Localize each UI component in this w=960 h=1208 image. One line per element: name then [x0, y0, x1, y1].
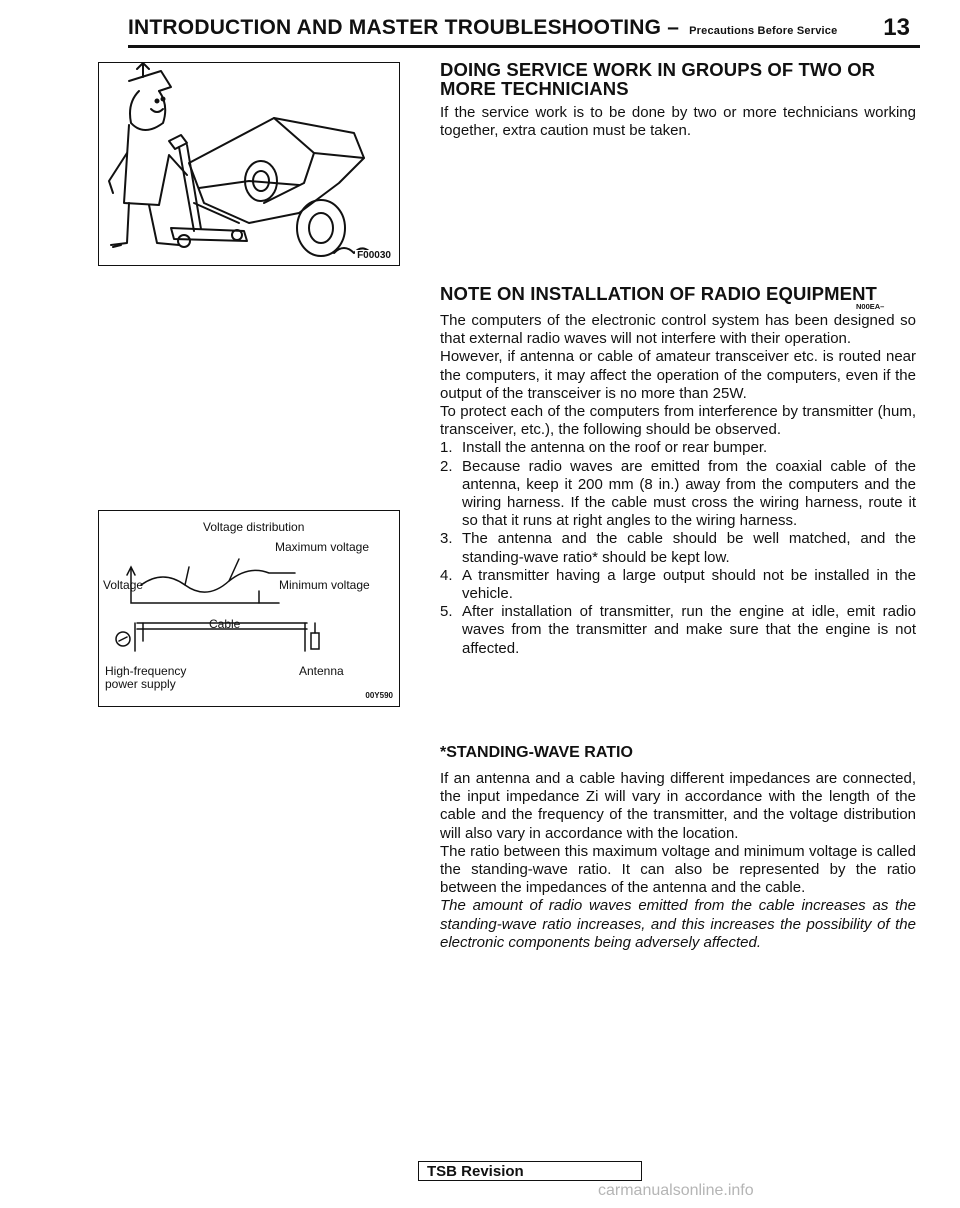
paragraph: If an antenna and a cable having different impedances are connected, the input impedance Zi will vary in accordance with the length of the cable and the frequency of the transmitter, and the voltage distribution will also vary in accordance with the location.: [440, 770, 916, 842]
header-rule: [128, 45, 920, 48]
figure-mechanic-jack: [98, 62, 400, 266]
section-heading: DOING SERVICE WORK IN GROUPS OF TWO OR MORE TECHNICIANS: [440, 59, 876, 99]
list-item: [440, 603, 916, 658]
section-code: N00EA–: [856, 302, 885, 311]
label-hf-power-supply: High-frequency power supply: [105, 664, 187, 691]
label-cable: Cable: [209, 617, 241, 631]
figure-code-2: 00Y590: [365, 691, 393, 700]
antenna-symbol: [311, 633, 319, 649]
label-voltage: Voltage: [103, 578, 144, 592]
figure-standing-wave: [98, 510, 400, 707]
section-group-work-title: [440, 60, 916, 98]
label-minimum-voltage: Minimum voltage: [279, 578, 370, 592]
section-swr-title: [440, 744, 916, 762]
header-subtitle: Precautions Before Service: [689, 25, 838, 37]
leader-line: [185, 567, 189, 585]
label-maximum-voltage: Maximum voltage: [275, 540, 370, 554]
list-item: [440, 458, 916, 531]
list-text: After installation of transmitter, run the engine at idle, emit radio waves from the transmitter and make sure that the engine is not affected.: [462, 603, 916, 657]
list-text: A transmitter having a large output should not be installed in the vehicle.: [462, 566, 916, 603]
mechanic-jack-illustration: [99, 63, 399, 265]
list-number: 4.: [440, 566, 453, 584]
section-radio-title: [440, 284, 916, 303]
section-radio-body: [440, 312, 916, 658]
watermark[interactable]: carmanualsonline.info: [598, 1182, 754, 1199]
paragraph: If the service work is to be done by two or more technicians working together, extra caution must be taken.: [440, 104, 916, 140]
list-item: [440, 567, 916, 603]
paragraph: The ratio between this maximum voltage and minimum voltage is called the standing-wave ratio. It can also be represented by the ratio between the impedances of the antenna and the cable.: [440, 842, 916, 897]
section-heading-swr: *STANDING-WAVE RATIO: [440, 744, 633, 761]
list-text: Install the antenna on the roof or rear bumper.: [462, 439, 768, 457]
list-number: 2.: [440, 457, 453, 475]
label-voltage-distribution: Voltage distribution: [203, 520, 305, 534]
voltage-wave: [141, 570, 295, 592]
label-antenna: Antenna: [299, 664, 344, 678]
section-heading-radio: NOTE ON INSTALLATION OF RADIO EQUIPMENT: [440, 283, 877, 304]
paragraph: The amount of radio waves emitted from the cable increases as the standing-wave ratio increases, and this increases the possibility of the electronic components being adversely affected.: [440, 897, 916, 951]
section-swr-body: [440, 770, 916, 952]
list-text: Because radio waves are emitted from the coaxial cable of the antenna, keep it 200 mm (8 in.) away from the computers and the wiring harness. If the cable must cross the wiring harness, route it so that it runs at right angles to the wiring harness.: [462, 457, 916, 530]
section-group-work-body: [440, 104, 916, 140]
list-number: 1.: [440, 439, 453, 457]
list-text: The antenna and the cable should be well matched, and the standing-wave ratio* should be kept low.: [462, 530, 916, 566]
precaution-list: [440, 439, 916, 657]
footer-label: TSB Revision: [427, 1163, 524, 1180]
list-item: [440, 530, 916, 566]
voltage-axis: [131, 569, 279, 603]
footer-tsb-box: [418, 1161, 642, 1181]
list-number: 5.: [440, 603, 453, 621]
paragraph: To protect each of the computers from interference by transmitter (hum, transceiver, etc.), the following should be observed.: [440, 403, 916, 439]
list-item: [440, 439, 916, 457]
paragraph: However, if antenna or cable of amateur transceiver etc. is routed near the computers, it may affect the operation of the computers, even if the output of the transceiver is no more than 25W.: [440, 348, 916, 402]
header-title-text: INTRODUCTION AND MASTER TROUBLESHOOTING –: [128, 16, 680, 39]
paragraph: The computers of the electronic control system has been designed so that external radio waves will not interfere with their operation.: [440, 312, 916, 348]
header-title: [128, 16, 837, 40]
page-number: 13: [883, 14, 910, 41]
list-number: 3.: [440, 530, 453, 548]
figure-code: F00030: [357, 250, 391, 261]
